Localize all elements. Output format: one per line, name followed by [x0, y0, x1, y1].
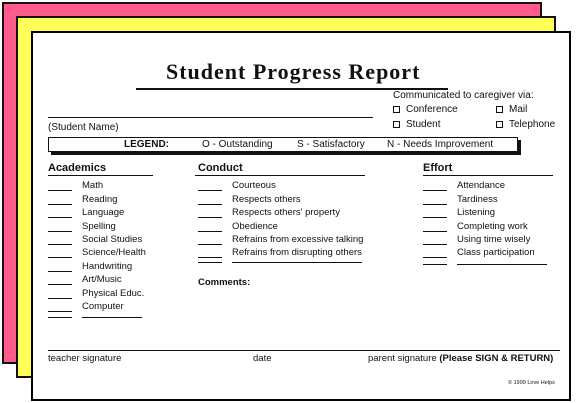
grade-blank[interactable]: [48, 217, 72, 218]
grade-blank[interactable]: [423, 204, 447, 205]
telephone-checkbox[interactable]: [496, 121, 503, 128]
effort-row[interactable]: [423, 247, 535, 258]
grade-blank[interactable]: [48, 231, 72, 232]
effort-row[interactable]: [423, 207, 495, 218]
academics-item: Language: [82, 207, 125, 218]
academics-row[interactable]: [48, 194, 117, 205]
conference-label: Conference: [406, 104, 458, 115]
grade-blank[interactable]: [48, 298, 72, 299]
effort-extra-row[interactable]: [423, 264, 547, 265]
conduct-row[interactable]: [198, 207, 340, 218]
telephone-option[interactable]: [496, 119, 555, 130]
copyright-notice: © 1999 Love Helps: [508, 380, 555, 386]
grade-blank[interactable]: [198, 231, 222, 232]
grade-blank[interactable]: [48, 284, 72, 285]
sign-return-note: (Please SIGN & RETURN): [439, 353, 554, 364]
grade-blank[interactable]: [48, 204, 72, 205]
write-in-line[interactable]: [82, 317, 142, 318]
grade-blank[interactable]: [423, 231, 447, 232]
academics-row[interactable]: [48, 234, 142, 245]
grade-blank[interactable]: [423, 190, 447, 191]
report-form: [31, 31, 571, 401]
effort-row[interactable]: [423, 180, 505, 191]
conduct-extra-row[interactable]: [198, 262, 362, 263]
student-option[interactable]: [393, 119, 440, 130]
telephone-label: Telephone: [509, 119, 556, 130]
academics-row[interactable]: [48, 207, 124, 218]
communicated-title: Communicated to caregiver via:: [393, 90, 534, 101]
conduct-row[interactable]: [198, 247, 362, 258]
legend-label: LEGEND:: [124, 139, 169, 150]
student-name-line[interactable]: [48, 117, 373, 118]
grade-blank[interactable]: [423, 257, 447, 258]
conduct-row[interactable]: [198, 234, 363, 245]
mail-label: Mail: [509, 104, 528, 115]
grade-blank[interactable]: [48, 257, 72, 258]
grade-blank[interactable]: [198, 244, 222, 245]
conduct-item: Refrains from disrupting others: [232, 247, 362, 258]
conduct-row[interactable]: [198, 221, 278, 232]
academics-row[interactable]: [48, 274, 122, 285]
grade-blank[interactable]: [198, 262, 222, 263]
academics-item: Science/Health: [82, 247, 146, 258]
form-title: Student Progress Report: [166, 59, 421, 84]
legend-box: [48, 137, 518, 152]
effort-rule: [423, 175, 553, 176]
conference-checkbox[interactable]: [393, 106, 400, 113]
effort-row[interactable]: [423, 221, 528, 232]
academics-item: Math: [82, 180, 104, 191]
student-label: Student: [406, 119, 441, 130]
date-label: date: [253, 353, 272, 364]
conference-option[interactable]: [393, 104, 458, 115]
conduct-row[interactable]: [198, 180, 276, 191]
academics-item: Spelling: [82, 221, 116, 232]
grade-blank[interactable]: [423, 217, 447, 218]
teacher-signature-label: teacher signature: [48, 353, 122, 364]
student-checkbox[interactable]: [393, 121, 400, 128]
academics-heading: Academics: [48, 162, 107, 174]
grade-blank[interactable]: [48, 317, 72, 318]
write-in-line[interactable]: [457, 264, 547, 265]
legend-outstanding: O - Outstanding: [202, 139, 273, 150]
academics-item: Art/Music: [82, 274, 122, 285]
grade-blank[interactable]: [198, 257, 222, 258]
legend-satisfactory: S - Satisfactory: [297, 139, 365, 150]
conduct-item: Respects others: [232, 194, 301, 205]
grade-blank[interactable]: [48, 311, 72, 312]
conduct-item: Respects others' property: [232, 207, 340, 218]
parent-signature-text: parent signature: [368, 353, 437, 364]
grade-blank[interactable]: [423, 264, 447, 265]
academics-item: Physical Educ.: [82, 288, 145, 299]
academics-row[interactable]: [48, 288, 144, 299]
effort-item: Completing work: [457, 221, 528, 232]
conduct-item: Courteous: [232, 180, 276, 191]
academics-item: Computer: [82, 301, 124, 312]
effort-item: Tardiness: [457, 194, 498, 205]
write-in-line[interactable]: [232, 262, 362, 263]
mail-checkbox[interactable]: [496, 106, 503, 113]
legend-needs-improvement: N - Needs Improvement: [387, 139, 494, 150]
effort-row[interactable]: [423, 194, 498, 205]
academics-rule: [48, 175, 153, 176]
academics-row[interactable]: [48, 247, 146, 258]
academics-item: Social Studies: [82, 234, 143, 245]
effort-heading: Effort: [423, 162, 453, 174]
signature-line[interactable]: [48, 350, 560, 351]
conduct-item: Refrains from excessive talking: [232, 234, 364, 245]
effort-item: Attendance: [457, 180, 506, 191]
comments-label: Comments:: [198, 277, 251, 288]
effort-item: Listening: [457, 207, 496, 218]
academics-row[interactable]: [48, 180, 103, 191]
grade-blank[interactable]: [48, 190, 72, 191]
grade-blank[interactable]: [198, 204, 222, 205]
grade-blank[interactable]: [423, 244, 447, 245]
effort-item: Class participation: [457, 247, 535, 258]
academics-extra-row[interactable]: [48, 317, 142, 318]
effort-row[interactable]: [423, 234, 530, 245]
academics-item: Handwriting: [82, 261, 133, 272]
conduct-rule: [195, 175, 365, 176]
grade-blank[interactable]: [48, 244, 72, 245]
academics-row[interactable]: [48, 221, 116, 232]
academics-row[interactable]: [48, 261, 132, 272]
academics-row[interactable]: [48, 301, 124, 312]
mail-option[interactable]: [496, 104, 527, 115]
parent-signature-label: [368, 353, 553, 364]
grade-blank[interactable]: [198, 190, 222, 191]
grade-blank[interactable]: [48, 271, 72, 272]
effort-item: Using time wisely: [457, 234, 531, 245]
conduct-item: Obedience: [232, 221, 278, 232]
grade-blank[interactable]: [198, 217, 222, 218]
student-name-label: (Student Name): [48, 122, 119, 133]
conduct-row[interactable]: [198, 194, 301, 205]
academics-item: Reading: [82, 194, 118, 205]
conduct-heading: Conduct: [198, 162, 243, 174]
